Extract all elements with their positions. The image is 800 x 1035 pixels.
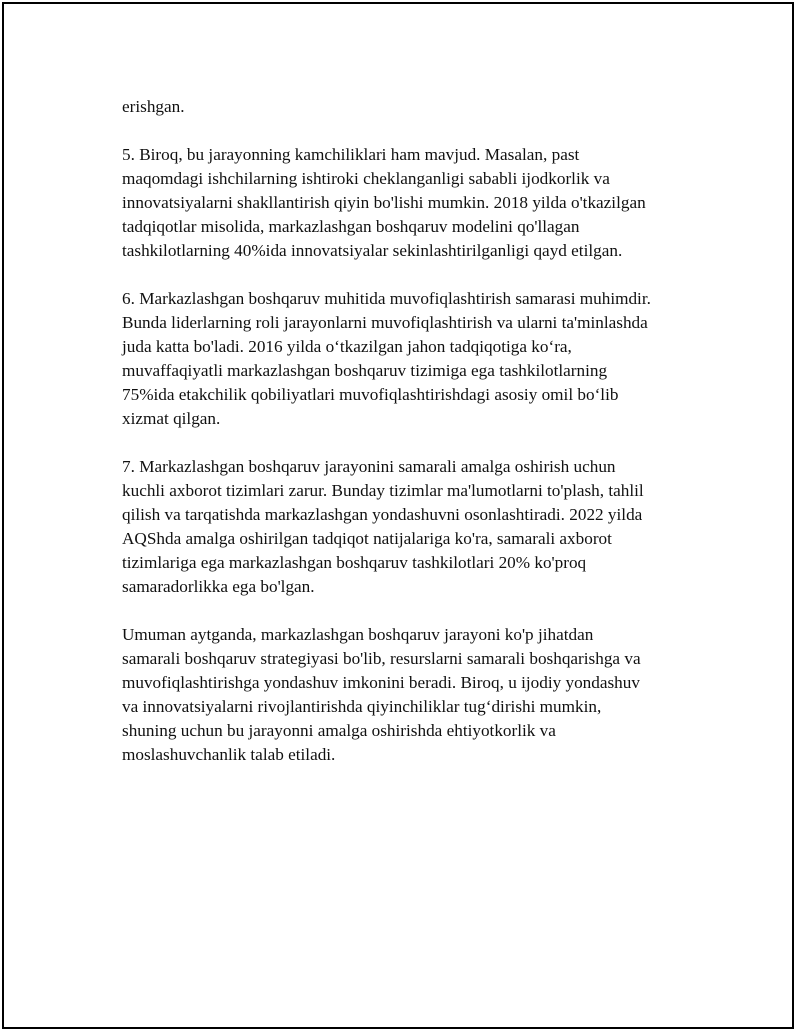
text-line: va innovatsiyalarni rivojlantirishda qiyinchiliklar tug‘dirishi mumkin,: [122, 697, 602, 716]
paragraph-point-7: [122, 455, 712, 599]
text-line: samaradorlikka ega bo'lgan.: [122, 577, 315, 596]
text-line: juda katta bo'ladi. 2016 yilda o‘tkazilgan jahon tadqiqotiga ko‘ra,: [122, 337, 572, 356]
document-body: [122, 95, 712, 791]
text-line: xizmat qilgan.: [122, 409, 221, 428]
text-line: shuning uchun bu jarayonni amalga oshirishda ehtiyotkorlik va: [122, 721, 556, 740]
text-line: tashkilotlarning 40%ida innovatsiyalar sekinlashtirilganligi qayd etilgan.: [122, 241, 623, 260]
paragraph-point-6: [122, 287, 712, 431]
text-line: Bunda liderlarning roli jarayonlarni muvofiqlashtirish va ularni ta'minlashda: [122, 313, 648, 332]
paragraph-conclusion: [122, 623, 712, 767]
text-line: AQShda amalga oshirilgan tadqiqot natijalariga ko'ra, samarali axborot: [122, 529, 612, 548]
text-line: 7. Markazlashgan boshqaruv jarayonini samarali amalga oshirish uchun: [122, 457, 616, 476]
text-line: 75%ida etakchilik qobiliyatlari muvofiqlashtirishdagi asosiy omil bo‘lib: [122, 385, 619, 404]
text-line: qilish va tarqatishda markazlashgan yondashuvni osonlashtiradi. 2022 yilda: [122, 505, 643, 524]
text-line: innovatsiyalarni shakllantirish qiyin bo'lishi mumkin. 2018 yilda o'tkazilgan: [122, 193, 646, 212]
text-line: muvaffaqiyatli markazlashgan boshqaruv tizimiga ega tashkilotlarning: [122, 361, 608, 380]
paragraph-point-5: [122, 143, 712, 263]
text-line: erishgan.: [122, 97, 185, 116]
text-line: Umuman aytganda, markazlashgan boshqaruv jarayoni ko'p jihatdan: [122, 625, 594, 644]
text-line: 6. Markazlashgan boshqaruv muhitida muvofiqlashtirish samarasi muhimdir.: [122, 289, 651, 308]
text-line: 5. Biroq, bu jarayonning kamchiliklari ham mavjud. Masalan, past: [122, 145, 580, 164]
text-line: tizimlariga ega markazlashgan boshqaruv tashkilotlari 20% ko'proq: [122, 553, 587, 572]
text-line: kuchli axborot tizimlari zarur. Bunday tizimlar ma'lumotlarni to'plash, tahlil: [122, 481, 644, 500]
text-line: muvofiqlashtirishga yondashuv imkonini beradi. Biroq, u ijodiy yondashuv: [122, 673, 640, 692]
text-line: samarali boshqaruv strategiyasi bo'lib, resurslarni samarali boshqarishga va: [122, 649, 641, 668]
paragraph-continuation: [122, 95, 712, 119]
page-frame: [2, 2, 794, 1029]
text-line: tadqiqotlar misolida, markazlashgan boshqaruv modelini qo'llagan: [122, 217, 580, 236]
text-line: maqomdagi ishchilarning ishtiroki cheklanganligi sababli ijodkorlik va: [122, 169, 610, 188]
text-line: moslashuvchanlik talab etiladi.: [122, 745, 336, 764]
